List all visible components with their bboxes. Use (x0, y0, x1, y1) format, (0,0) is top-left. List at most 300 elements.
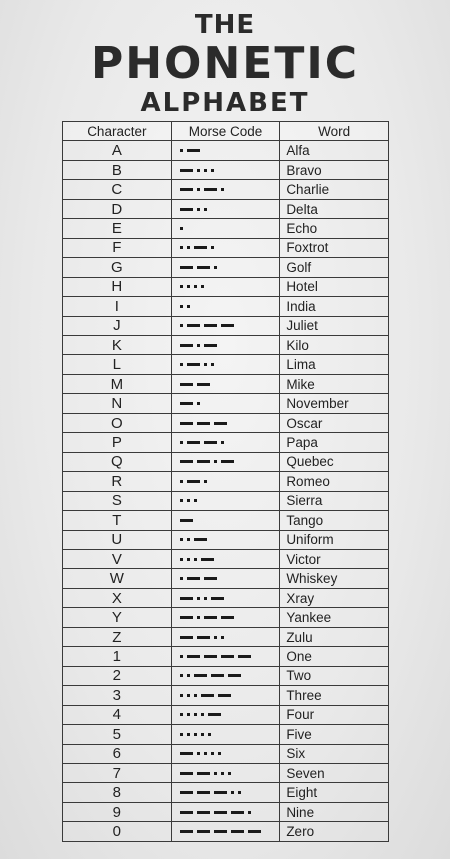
table-row (63, 472, 389, 491)
morse-dot (204, 169, 207, 172)
table-row (63, 822, 389, 841)
morse-dot (197, 344, 200, 347)
morse-dot (194, 558, 197, 561)
morse-dash (180, 460, 193, 463)
morse-code (180, 706, 280, 724)
header-morse: Morse Code (171, 122, 280, 141)
word-cell: Echo (280, 219, 389, 238)
morse-dash (180, 597, 193, 600)
word-cell: Quebec (280, 452, 389, 471)
morse-dot (180, 655, 183, 658)
morse-dot (218, 752, 221, 755)
morse-dash (197, 811, 210, 814)
word-cell: Uniform (280, 530, 389, 549)
morse-dot (180, 441, 183, 444)
morse-dash (197, 383, 210, 386)
morse-cell (171, 433, 280, 452)
morse-dash (197, 422, 210, 425)
morse-cell (171, 238, 280, 257)
morse-dash (180, 208, 193, 211)
morse-dash (204, 324, 217, 327)
morse-cell (171, 530, 280, 549)
morse-code (180, 394, 280, 412)
table-row (63, 588, 389, 607)
morse-dash (180, 811, 193, 814)
morse-dash (187, 441, 200, 444)
title-line-2: PHONETIC (90, 38, 360, 89)
morse-dot (187, 674, 190, 677)
morse-dot (208, 733, 211, 736)
morse-cell (171, 316, 280, 335)
word-cell: Alfa (280, 141, 389, 160)
morse-dash (228, 674, 241, 677)
character-cell: U (63, 530, 172, 549)
morse-code (180, 492, 280, 510)
morse-cell (171, 822, 280, 841)
character-cell: O (63, 413, 172, 432)
morse-dot (221, 636, 224, 639)
morse-dash (204, 616, 217, 619)
morse-cell (171, 141, 280, 160)
title-block (0, 12, 450, 116)
word-cell: Kilo (280, 335, 389, 354)
morse-code (180, 822, 280, 840)
table-row (63, 335, 389, 354)
morse-dot (201, 713, 204, 716)
table-row (63, 238, 389, 257)
word-cell: Nine (280, 802, 389, 821)
morse-dash (180, 383, 193, 386)
table-row (63, 141, 389, 160)
character-cell: 3 (63, 686, 172, 705)
morse-cell (171, 608, 280, 627)
word-cell: Oscar (280, 413, 389, 432)
character-cell: 7 (63, 763, 172, 782)
table-row (63, 569, 389, 588)
morse-dot (221, 441, 224, 444)
morse-dash (238, 655, 251, 658)
morse-dot (197, 402, 200, 405)
character-cell: W (63, 569, 172, 588)
morse-cell (171, 258, 280, 277)
morse-cell (171, 297, 280, 316)
word-cell: Tango (280, 511, 389, 530)
morse-dot (204, 480, 207, 483)
table-row (63, 802, 389, 821)
word-cell: Mike (280, 374, 389, 393)
character-cell: 0 (63, 822, 172, 841)
character-cell: 8 (63, 783, 172, 802)
morse-dot (197, 616, 200, 619)
morse-dot (187, 305, 190, 308)
character-cell: T (63, 511, 172, 530)
table-row (63, 647, 389, 666)
morse-dot (221, 772, 224, 775)
morse-dash (248, 830, 261, 833)
character-cell: Y (63, 608, 172, 627)
table-row (63, 316, 389, 335)
morse-dot (211, 246, 214, 249)
morse-code (180, 531, 280, 549)
morse-dot (197, 752, 200, 755)
morse-dash (187, 149, 200, 152)
morse-dot (187, 499, 190, 502)
morse-dash (180, 422, 193, 425)
morse-dash (180, 344, 193, 347)
morse-dash (180, 616, 193, 619)
table-row (63, 258, 389, 277)
morse-dot (228, 772, 231, 775)
character-cell: F (63, 238, 172, 257)
word-cell: Seven (280, 763, 389, 782)
morse-dot (194, 733, 197, 736)
morse-code (180, 375, 280, 393)
morse-code (180, 239, 280, 257)
morse-dot (201, 285, 204, 288)
word-cell: Two (280, 666, 389, 685)
character-cell: X (63, 588, 172, 607)
morse-dot (211, 363, 214, 366)
word-cell: Delta (280, 199, 389, 218)
morse-dot (180, 246, 183, 249)
header-character: Character (63, 122, 172, 141)
morse-cell (171, 199, 280, 218)
morse-dash (204, 655, 217, 658)
morse-dot (214, 772, 217, 775)
character-cell: 4 (63, 705, 172, 724)
table-row (63, 705, 389, 724)
morse-dot (180, 363, 183, 366)
morse-code (180, 608, 280, 626)
morse-code (180, 336, 280, 354)
morse-cell (171, 569, 280, 588)
table-row (63, 297, 389, 316)
morse-dash (231, 811, 244, 814)
morse-dot (180, 324, 183, 327)
morse-cell (171, 783, 280, 802)
table-row (63, 666, 389, 685)
character-cell: E (63, 219, 172, 238)
morse-dot (180, 674, 183, 677)
morse-dash (214, 811, 227, 814)
morse-code (180, 764, 280, 782)
morse-dash (194, 674, 207, 677)
morse-dot (187, 538, 190, 541)
word-cell: Four (280, 705, 389, 724)
character-cell: V (63, 549, 172, 568)
morse-dot (204, 752, 207, 755)
morse-dash (180, 752, 193, 755)
morse-dash (180, 636, 193, 639)
morse-cell (171, 763, 280, 782)
morse-dot (204, 363, 207, 366)
word-cell: Lima (280, 355, 389, 374)
morse-dot (214, 460, 217, 463)
word-cell: Golf (280, 258, 389, 277)
morse-dot (197, 208, 200, 211)
morse-dot (180, 285, 183, 288)
morse-dot (180, 305, 183, 308)
morse-code (180, 219, 280, 237)
morse-dot (187, 733, 190, 736)
morse-cell (171, 413, 280, 432)
table-row (63, 491, 389, 510)
morse-code (180, 453, 280, 471)
morse-code (180, 667, 280, 685)
morse-code (180, 569, 280, 587)
morse-cell (171, 491, 280, 510)
character-cell: D (63, 199, 172, 218)
morse-dash (180, 830, 193, 833)
word-cell: Papa (280, 433, 389, 452)
word-cell: Victor (280, 549, 389, 568)
table-row (63, 219, 389, 238)
morse-cell (171, 277, 280, 296)
morse-dot (180, 713, 183, 716)
morse-dash (204, 441, 217, 444)
morse-dash (214, 830, 227, 833)
morse-dot (211, 169, 214, 172)
table-row (63, 394, 389, 413)
header-row (63, 122, 389, 141)
table-row (63, 160, 389, 179)
word-cell: Romeo (280, 472, 389, 491)
character-cell: C (63, 180, 172, 199)
morse-dash (197, 636, 210, 639)
morse-dash (221, 616, 234, 619)
morse-dash (194, 246, 207, 249)
character-cell: Z (63, 627, 172, 646)
morse-dash (180, 772, 193, 775)
title-line-1: THE (194, 10, 256, 40)
morse-cell (171, 511, 280, 530)
morse-cell (171, 452, 280, 471)
table-body (63, 141, 389, 841)
morse-dot (201, 733, 204, 736)
table-row (63, 763, 389, 782)
character-cell: 2 (63, 666, 172, 685)
morse-dot (180, 480, 183, 483)
morse-dot (238, 791, 241, 794)
morse-dash (194, 538, 207, 541)
character-cell: M (63, 374, 172, 393)
morse-dot (180, 149, 183, 152)
word-cell: Yankee (280, 608, 389, 627)
character-cell: Q (63, 452, 172, 471)
table-row (63, 199, 389, 218)
word-cell: Charlie (280, 180, 389, 199)
morse-dash (214, 791, 227, 794)
character-cell: A (63, 141, 172, 160)
table-row (63, 725, 389, 744)
morse-cell (171, 394, 280, 413)
morse-dash (214, 422, 227, 425)
morse-cell (171, 180, 280, 199)
morse-dot (197, 188, 200, 191)
character-cell: H (63, 277, 172, 296)
morse-cell (171, 549, 280, 568)
word-cell: Eight (280, 783, 389, 802)
morse-dot (180, 694, 183, 697)
table-row (63, 452, 389, 471)
morse-code (180, 180, 280, 198)
morse-code (180, 472, 280, 490)
morse-dash (197, 460, 210, 463)
morse-cell (171, 744, 280, 763)
morse-code (180, 200, 280, 218)
table-row (63, 413, 389, 432)
morse-code (180, 258, 280, 276)
table-row (63, 511, 389, 530)
morse-code (180, 550, 280, 568)
character-cell: L (63, 355, 172, 374)
morse-dot (180, 577, 183, 580)
character-cell: R (63, 472, 172, 491)
table-row (63, 433, 389, 452)
table-row (63, 530, 389, 549)
morse-code (180, 433, 280, 451)
word-cell: India (280, 297, 389, 316)
morse-code (180, 414, 280, 432)
morse-dot (180, 538, 183, 541)
table-row (63, 783, 389, 802)
morse-dash (221, 460, 234, 463)
morse-dash (221, 324, 234, 327)
morse-dash (187, 324, 200, 327)
character-cell: 6 (63, 744, 172, 763)
morse-code (180, 141, 280, 159)
table-row (63, 180, 389, 199)
morse-code (180, 647, 280, 665)
morse-dot (197, 169, 200, 172)
character-cell: 5 (63, 725, 172, 744)
morse-cell (171, 705, 280, 724)
morse-dot (187, 285, 190, 288)
character-cell: N (63, 394, 172, 413)
morse-code (180, 161, 280, 179)
word-cell: Hotel (280, 277, 389, 296)
morse-dash (231, 830, 244, 833)
morse-dot (187, 713, 190, 716)
word-cell: Whiskey (280, 569, 389, 588)
morse-cell (171, 686, 280, 705)
morse-cell (171, 647, 280, 666)
header-word: Word (280, 122, 389, 141)
morse-code (180, 297, 280, 315)
morse-dot (194, 713, 197, 716)
morse-dot (214, 636, 217, 639)
table-row (63, 608, 389, 627)
word-cell: Three (280, 686, 389, 705)
morse-dash (187, 577, 200, 580)
character-cell: 9 (63, 802, 172, 821)
morse-dot (180, 558, 183, 561)
morse-cell (171, 725, 280, 744)
phonetic-table (62, 121, 389, 842)
morse-dot (197, 597, 200, 600)
table-row (63, 374, 389, 393)
morse-dash (218, 694, 231, 697)
morse-cell (171, 802, 280, 821)
morse-cell (171, 374, 280, 393)
table-row (63, 627, 389, 646)
morse-cell (171, 160, 280, 179)
morse-dot (180, 733, 183, 736)
word-cell: Xray (280, 588, 389, 607)
morse-dash (211, 597, 224, 600)
morse-code (180, 803, 280, 821)
morse-code (180, 278, 280, 296)
morse-dot (180, 227, 183, 230)
character-cell: P (63, 433, 172, 452)
morse-code (180, 725, 280, 743)
character-cell: G (63, 258, 172, 277)
morse-dash (197, 772, 210, 775)
morse-code (180, 628, 280, 646)
character-cell: 1 (63, 647, 172, 666)
morse-dot (187, 246, 190, 249)
morse-cell (171, 335, 280, 354)
character-cell: S (63, 491, 172, 510)
morse-cell (171, 588, 280, 607)
morse-dash (204, 577, 217, 580)
morse-dash (187, 480, 200, 483)
morse-cell (171, 355, 280, 374)
morse-dot (214, 266, 217, 269)
morse-cell (171, 472, 280, 491)
morse-dot (194, 499, 197, 502)
word-cell: Six (280, 744, 389, 763)
table-row (63, 744, 389, 763)
table-row (63, 549, 389, 568)
morse-code (180, 355, 280, 373)
word-cell: Five (280, 725, 389, 744)
character-cell: J (63, 316, 172, 335)
word-cell: Juliet (280, 316, 389, 335)
morse-dot (221, 188, 224, 191)
morse-dash (180, 188, 193, 191)
morse-dash (201, 558, 214, 561)
word-cell: One (280, 647, 389, 666)
morse-code (180, 686, 280, 704)
title-line-3: ALPHABET (140, 88, 310, 118)
morse-cell (171, 666, 280, 685)
morse-dash (201, 694, 214, 697)
morse-dash (180, 402, 193, 405)
word-cell: Sierra (280, 491, 389, 510)
morse-dash (180, 169, 193, 172)
morse-code (180, 511, 280, 529)
morse-dash (180, 266, 193, 269)
character-cell: B (63, 160, 172, 179)
morse-cell (171, 219, 280, 238)
word-cell: November (280, 394, 389, 413)
morse-code (180, 317, 280, 335)
morse-dot (211, 752, 214, 755)
morse-dot (180, 499, 183, 502)
morse-dot (194, 285, 197, 288)
morse-dash (180, 791, 193, 794)
table-row (63, 277, 389, 296)
morse-dash (204, 344, 217, 347)
morse-dot (194, 694, 197, 697)
word-cell: Bravo (280, 160, 389, 179)
morse-dot (231, 791, 234, 794)
character-cell: I (63, 297, 172, 316)
morse-dash (208, 713, 221, 716)
word-cell: Foxtrot (280, 238, 389, 257)
table-row (63, 355, 389, 374)
